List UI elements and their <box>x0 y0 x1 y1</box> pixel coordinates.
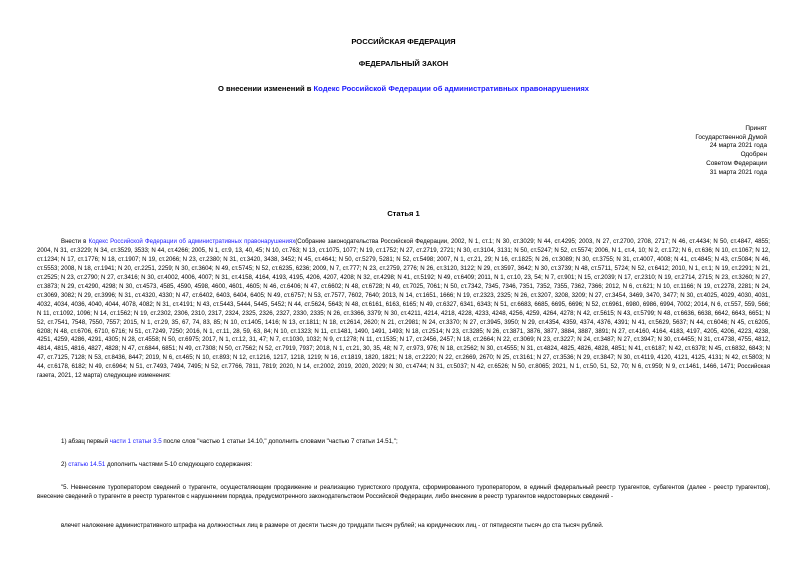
item-1-link[interactable]: части 1 статьи 3.5 <box>109 438 162 445</box>
country-heading: РОССИЙСКАЯ ФЕДЕРАЦИЯ <box>351 37 456 46</box>
intro-code-link[interactable]: Кодекс Российской Федерации об административных правонарушениях <box>88 238 296 245</box>
penalty-paragraph: влечет наложение административного штрафа на должностных лиц в размере от десяти тысяч до тридцати тысяч рублей; на юридических лиц - от пятидесяти тысяч до ста тысяч рублей. <box>61 522 604 529</box>
article-heading: Статья 1 <box>387 209 420 218</box>
item-2-text: дополнить частями 5-10 следующего содержания: <box>105 461 253 468</box>
adoption-line: Государственной Думой <box>695 133 767 141</box>
item-1-text: после слов "частью 1 статьи 14.10," дополнить словами "частью 7 статьи 14.51,"; <box>161 438 398 445</box>
intro-lead: Внести в <box>61 238 89 245</box>
item-2-prefix: 2) <box>61 461 69 468</box>
adoption-line: Одобрен <box>740 151 767 159</box>
item-1 <box>61 438 781 445</box>
adoption-line: 31 марта 2021 года <box>709 168 767 176</box>
item-2 <box>61 461 781 468</box>
adoption-line: 24 марта 2021 года <box>709 142 767 150</box>
law-title <box>0 84 807 93</box>
law-type-heading: ФЕДЕРАЛЬНЫЙ ЗАКОН <box>358 59 449 68</box>
intro-text: (Собрание законодательства Российской Федерации, 2002, N 1, ст.1; N 30, ст.3029; N 44, ст.4295; 2003, N 27, ст.2700, 2708, 2717; N 46, ст.4434; N 50, ст.4847, 4855; 2004, N 31, ст.3229; N 34, ст.3529, 3533; N 44, ст.4266; 2005, N 1, ст.9, 13, 40, 45; N 10, ст.763; N 13, ст.1075, 1077; N 19, ст.1752; N 27, ст.2719, 2721; N 30, ст.3104, 3131; N 50, ст.5247; N 52, ст.5574; 2006, N 1, ст.4, 10; N 2, ст.172; N 6, ст.636; N 10, ст.1067; N 12, ст.1234; N 17, ст.1776; N 18, ст.1907; N 19, ст.2066; N 23, ст.2380; N 31, ст.3420, 3438, 3452; N 45, ст.4641; N 50, ст.5279, 5281; N 52, ст.5498; 2007, N 1, ст.21, 29; N 16, ст.1825; N 26, ст.3089; N 30, ст.3755; N 31, ст.4007, 4008; N 41, ст.4845; N 43, ст.5084; N 46, ст.5553; 2008, N 18, ст.1941; N 20, ст.2251, 2259; N 30, ст.3604; N 49, ст.5745; N 52, ст.6235, 6236; 2009, N 7, ст.777; N 23, ст.2759, 2776; N 26, ст.3120, 3122; N 29, ст.3597, 3642; N 30, ст.3739; N 48, ст.5711, 5724; N 52, ст.6412; 2010, N 1, ст.1; N 19, ст.2291; N 21, ст.2525; N 23, ст.2790; N 27, ст.3416; N 30, ст.4002, 4006, 4007; N 31, ст.4158, 4164, 4193, 4195, 4206, 4207, 4208; N 32, ст.4298; N 41, ст.5192; N 49, ст.6409; 2011, N 1, ст.10, 23, 54; N 7, ст.901; N 15, ст.2039; N 17, ст.2310; N 19, ст.2714, 2715; N 23, ст.3260; N 27, ст.3873; N 29, ст.4290, 4298; N 30, ст.4573, 4585, 4590, 4598, 4600, 4601, 4605; N 46, ст.6406; N 47, ст.6602; N 48, ст.6728; N 49, ст.7025, 7061; N 50, ст.7342, 7345, 7346, 7351, 7352, 7355, 7362, 7366; 2012, N 6, ст.621; N 10, ст.1166; N 19, ст.2278, 2281; N 24, ст.3069, 3082; N 29, ст.3996; N 31, ст.4320, 4330; N 47, ст.6402, 6403, 6404, 6405; N 49, ст.6757; N 53, ст.7577, 7602, 7640; 2013, N 14, ст.1651, 1666; N 19, ст.2323, 2325; N 26, ст.3207, 3208, 3209; N 27, ст.3454, 3469, 3470, 3477; N 30, ст.4025, 4029, 4030, 4031, 4032, 4034, 4036, 4040, 4044, 4078, 4082; N 31, ст.4191; N 43, ст.5443, 5444, 5445, 5452; N 44, ст.5624, 5643; N 48, ст.6161, 6163, 6165; N 49, ст.6327, 6341, 6343; N 51, ст.6683, 6685, 6695, 6696; N 52, ст.6961, 6980, 6986, 6994, 7002; 2014, N 6, ст.557, 559, 566; N 11, ст.1092, 1096; N 14, ст.1562; N 19, ст.2302, 2306, 2310, 2317, 2324, 2325, 2326, 2327, 2330, 2335; N 26, ст.3366, 3379; N 30, ст.4211, 4214, 4218, 4228, 4233, 4248, 4256, 4259, 4264, 4278; N 42, ст.5615; N 43, ст.5799; N 48, ст.6636, 6638, 6642, 6643, 6651; N 52, ст.7541, 7548, 7550, 7557; 2015, N 1, ст.29, 35, 67, 74, 83, 85; N 10, ст.1405, 1416; N 13, ст.1811; N 18, ст.2614, 2620; N 21, ст.2981; N 24, ст.3370; N 27, ст.3945, 3950; N 29, ст.4354, 4359, 4374, 4376, 4391; N 41, ст.5629, 5637; N 44, ст.6046; N 45, ст.6205, 6208; N 48, ст.6706, 6710, 6716; N 51, ст.7249, 7250; 2016, N 1, ст.11, 28, 59, 63, 84; N 10, ст.1323; N 11, ст.1481, 1490, 1491, 1493; N 18, ст.2514; N 23, ст.3285; N 26, ст.3871, 3876, 3877, 3884, 3887, 3891; N 27, ст.4160, 4164, 4183, 4197, 4205, 4206, 4223, 4238, 4251, 4259, 4286, 4291, 4305; N 28, ст.4558; N 50, ст.6975; 2017, N 1, ст.12, 31, 47; N 7, ст.1030, 1032; N 9, ст.1278; N 11, ст.1535; N 17, ст.2456, 2457; N 18, ст.2664; N 22, ст.3069; N 23, ст.3227; N 24, ст.3487; N 27, ст.3947; N 30, ст.4455; N 31, ст.4738, 4755, 4812, 4814, 4815, 4816, 4827, 4828; N 47, ст.6844, 6851; N 49, ст.7308; N 50, ст.7562; N 52, ст.7919, 7937; 2018, N 1, ст.21, 30, 35, 48; N 7, ст.973, 976; N 18, ст.2562; N 30, ст.4555; N 31, ст.4824, 4825, 4826, 4828, 4851; N 41, ст.6187; N 42, ст.6378; N 45, ст.6832, 6843; N 47, ст.7125, 7128; N 53, ст.8436, 8447; 2019, N 6, ст.465; N 10, ст.893; N 12, ст.1216, 1217, 1218, 1219; N 16, ст.1819, 1820, 1821; N 18, ст.2220; N 22, ст.2669, 2670; N 25, ст.3161; N 27, ст.3536; N 29, ст.3847; N 30, ст.4119, 4120, 4121, 4125, 4131; N 42, ст.5803; N 44, ст.6178, 6182; N 49, ст.6964; N 51, ст.7493, 7494, 7495; N 52, ст.7766, 7811, 7819; 2020, N 14, ст.2002, 2019, 2020, 2029; N 30, ст.4744; N 31, ст.5037; N 42, ст.6526; N 50, ст.8065; 2021, N 1, ст.50, 51, 52, 70; N 6, ст.959; N 9, ст.1461, 1466, 1471; Российская газета, 2021, 12 марта) следующие изменения: <box>37 238 770 380</box>
item-1-prefix: 1) абзац первый <box>61 438 110 445</box>
adoption-line: Принят <box>745 125 767 132</box>
item-2-link[interactable]: статью 14.51 <box>68 461 106 468</box>
adoption-block <box>695 125 767 177</box>
code-link[interactable]: Кодекс Российской Федерации об административных правонарушениях <box>313 84 590 93</box>
intro-paragraph <box>37 238 770 381</box>
law-title-prefix: О внесении изменений в <box>217 84 314 93</box>
adoption-line: Советом Федерации <box>706 159 767 167</box>
part-5-paragraph: "5. Невнесение туроператором сведений о турагенте, осуществляющем продвижение и реализацию туристского продукта, сформированного туроператором, в единый федеральный реестр турагентов, субагентов (далее - реестр турагентов), внесение сведений о турагенте в реестр турагентов с нарушением порядка, предусмотренного законодательством Российской Федерации, либо внесение в реестр турагентов недостоверных сведений - <box>37 484 770 500</box>
